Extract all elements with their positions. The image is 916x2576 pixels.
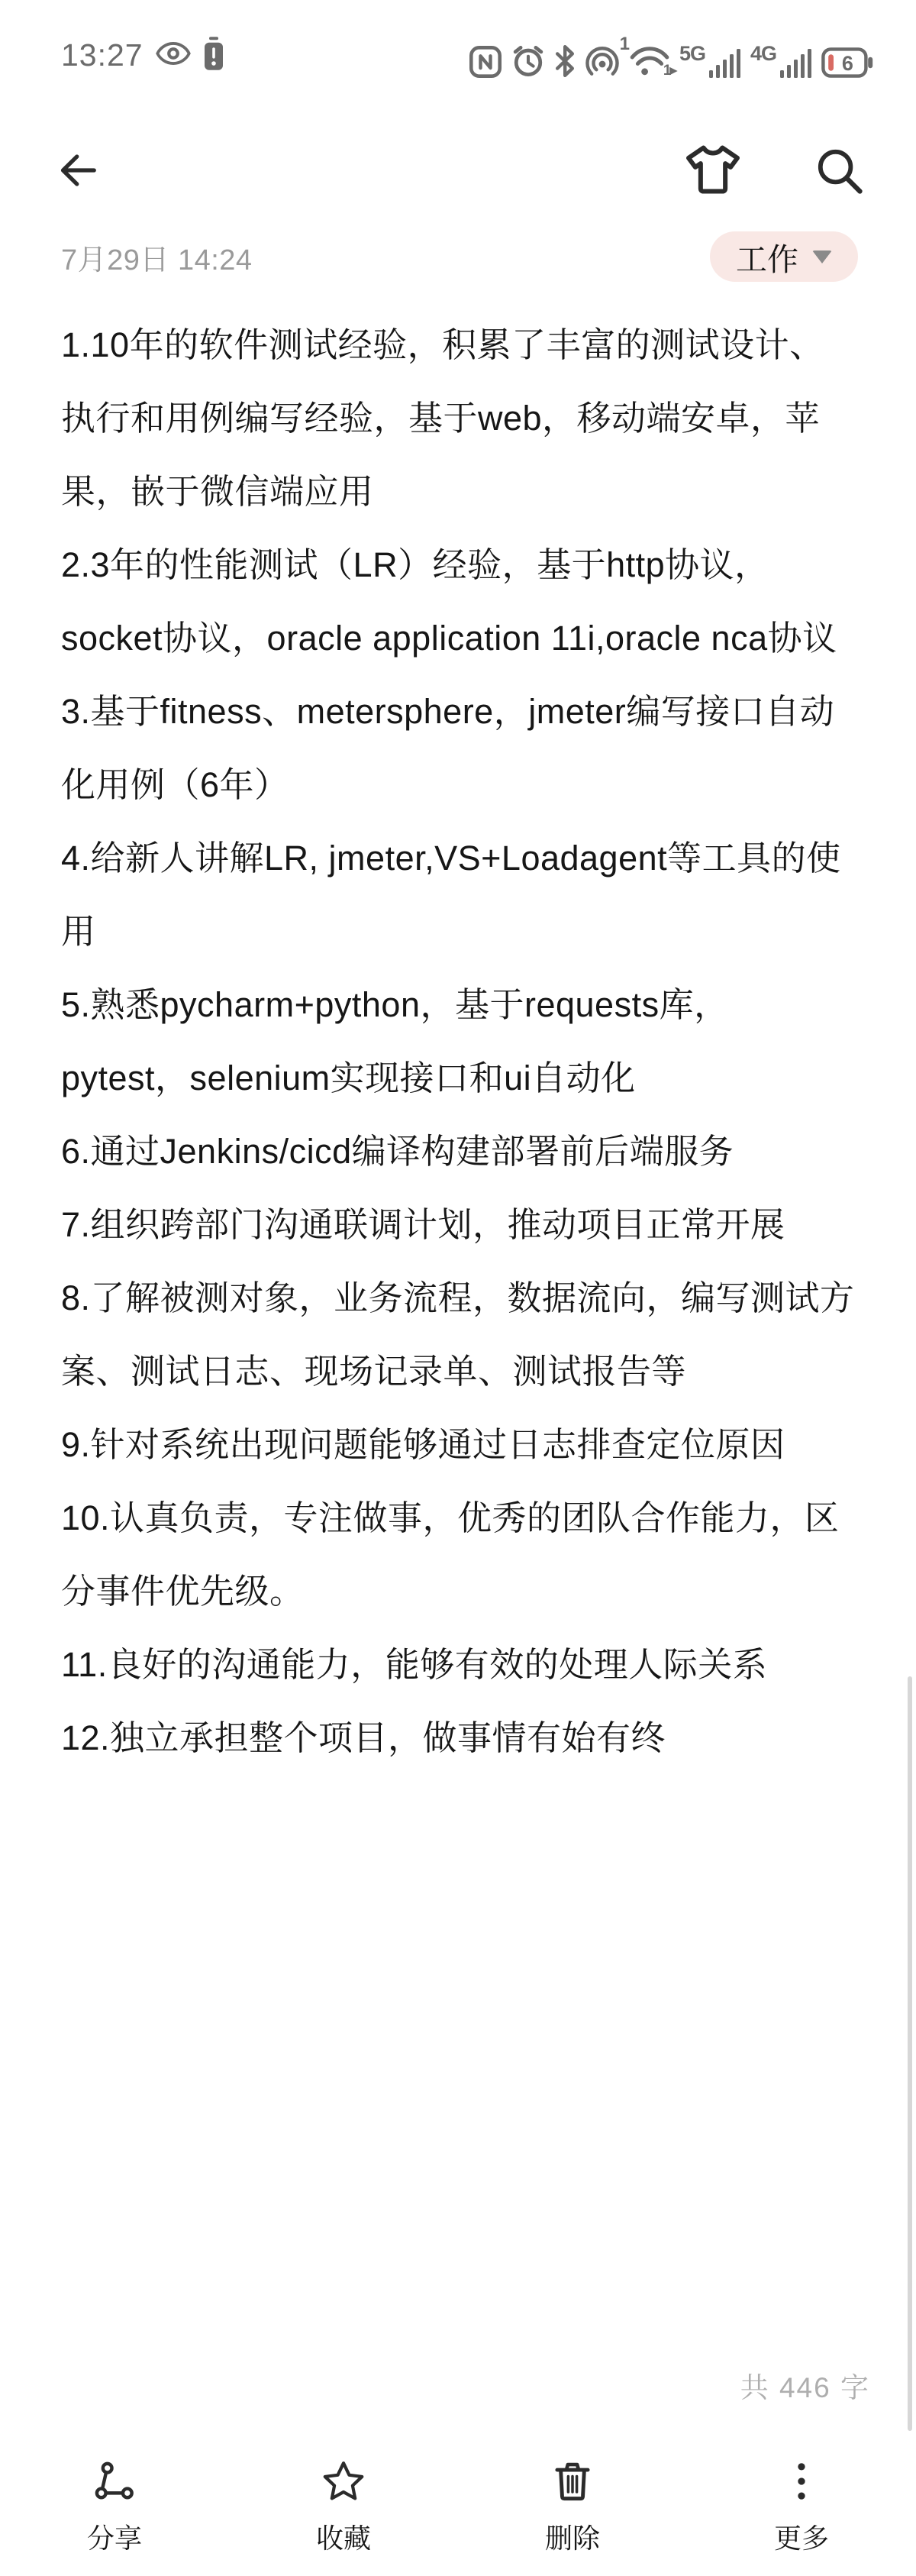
note-item: 5.熟悉pycharm+python，基于requests库，pytest，selenium实现接口和ui自动化: [61, 985, 729, 1097]
search-button[interactable]: [814, 145, 864, 198]
more-label: 更多: [773, 2523, 829, 2554]
network-5g-label: 5G: [679, 42, 705, 65]
bottom-toolbar: [0, 2434, 916, 2576]
chevron-down-icon: [812, 250, 832, 263]
note-item: 10.认真负责，专注做事，优秀的团队合作能力，区分事件优先级。: [61, 1498, 840, 1611]
note-item: 4.给新人讲解LR, jmeter,VS+Loadagent等工具的使用: [61, 839, 841, 951]
note-item: 3.基于fitness、metersphere，jmeter编写接口自动化用例（6年）: [61, 692, 835, 804]
back-arrow-icon: [55, 147, 101, 196]
note-item: 6.通过Jenkins/cicd编译构建部署前后端服务: [61, 1132, 734, 1171]
back-button[interactable]: [55, 147, 101, 196]
wifi-speed-indicator: 1▸: [663, 63, 676, 79]
share-label: 分享: [86, 2523, 142, 2554]
nfc-icon: [469, 46, 502, 78]
signal-4g: [750, 42, 811, 78]
signal-bars-4g: [780, 49, 811, 78]
alarm-icon: [511, 44, 545, 78]
nav-bar: [55, 134, 864, 208]
more-button[interactable]: [687, 2434, 916, 2576]
tag-label: 工作: [736, 241, 798, 277]
note-date: 7月29日 14:24: [61, 244, 253, 276]
status-bar-left: [61, 32, 224, 78]
scrollbar-thumb[interactable]: [908, 1676, 912, 2431]
hotspot-count: 1: [619, 34, 630, 54]
share-icon: [93, 2460, 136, 2505]
delete-label: 删除: [544, 2523, 600, 2554]
bluetooth-icon: [555, 44, 575, 78]
note-item: 2.3年的性能测试（LR）经验，基于http协议，socket协议，oracle application 11i,oracle nca协议: [61, 545, 837, 658]
more-vertical-icon: [780, 2460, 823, 2505]
note-item: 7.组织跨部门沟通联调计划，推动项目正常开展: [61, 1205, 785, 1244]
network-4g-label: 4G: [750, 42, 776, 65]
favorite-button[interactable]: [229, 2434, 458, 2576]
theme-skin-button[interactable]: [684, 144, 742, 199]
delete-button[interactable]: [458, 2434, 687, 2576]
trash-icon: [551, 2460, 594, 2505]
star-icon: [321, 2460, 366, 2505]
tag-pill[interactable]: [710, 231, 858, 282]
note-item: 8.了解被测对象，业务流程，数据流向，编写测试方案、测试日志、现场记录单、测试报告等: [61, 1278, 855, 1391]
share-button[interactable]: [0, 2434, 229, 2576]
tshirt-icon: [684, 144, 742, 199]
note-meta-row: [61, 229, 858, 284]
note-item: 11.良好的沟通能力，能够有效的处理人际关系: [61, 1645, 768, 1684]
battery-alert-icon: [203, 36, 224, 75]
wifi-icon: [630, 46, 676, 79]
eye-protection-icon: [156, 41, 191, 69]
note-item: 1.10年的软件测试经验，积累了丰富的测试设计、执行和用例编写经验，基于web，移动端安卓，苹果，嵌于微信端应用: [61, 325, 824, 511]
signal-5g: [679, 42, 740, 78]
word-count: 共 446 字: [740, 2372, 870, 2403]
hotspot-icon: [585, 34, 630, 78]
battery-percent: 6: [841, 52, 853, 75]
signal-bars-5g: [709, 49, 740, 78]
favorite-label: 收藏: [315, 2523, 371, 2554]
clock-text: 13:27: [61, 37, 144, 73]
search-icon: [814, 145, 864, 198]
note-body[interactable]: [61, 309, 856, 1775]
battery-icon: [821, 47, 873, 78]
status-bar-right: [469, 32, 873, 78]
note-item: 12.独立承担整个项目，做事情有始有终: [61, 1718, 666, 1757]
note-item: 9.针对系统出现问题能够通过日志排查定位原因: [61, 1425, 785, 1464]
